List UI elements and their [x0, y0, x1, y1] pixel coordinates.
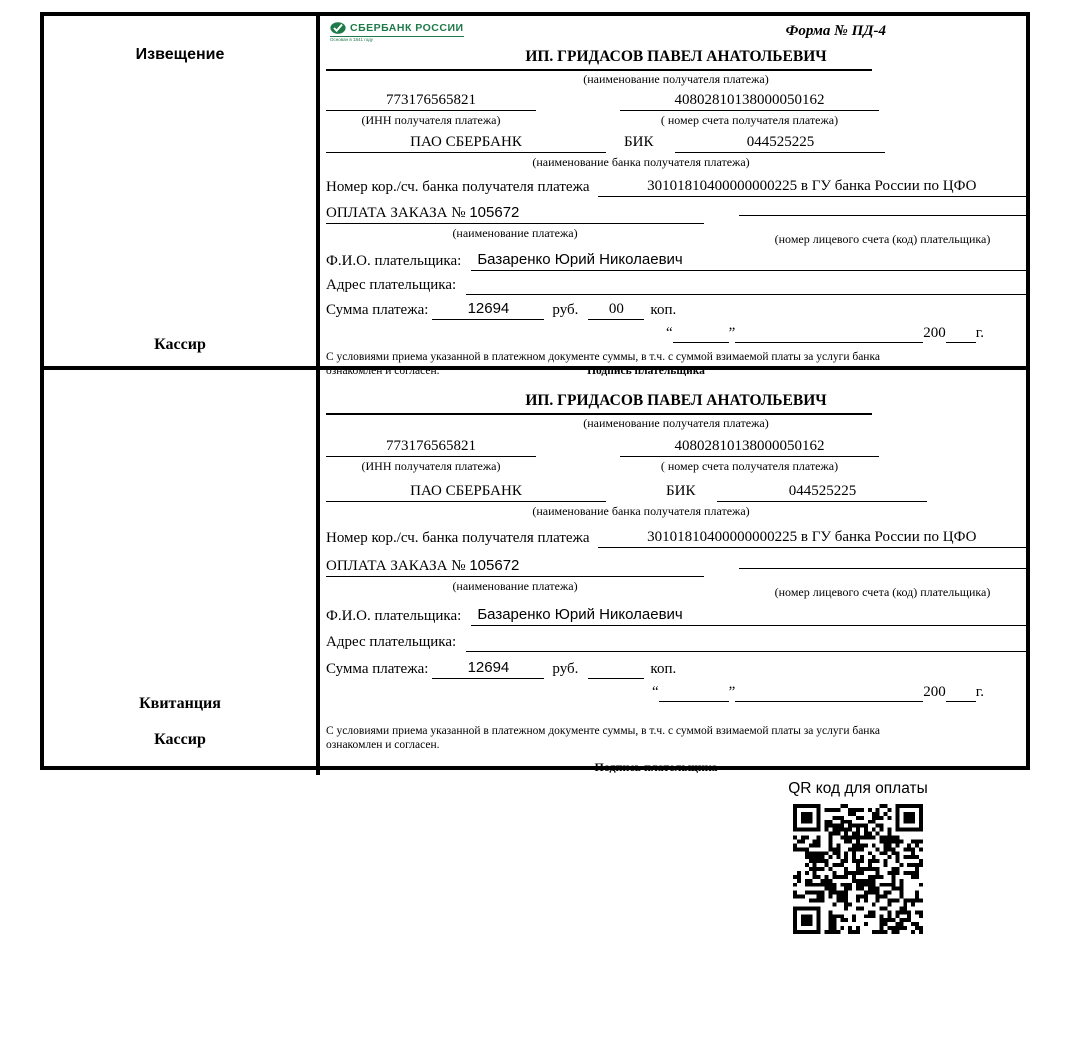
- payer-fio-label: Ф.И.О. плательщика:: [326, 608, 462, 625]
- payee-account-caption: ( номер счета получателя платежа): [660, 112, 839, 127]
- payer-fio-label: Ф.И.О. плательщика:: [326, 253, 462, 270]
- agreement-line1: С условиями приема указанной в платежном документе суммы, в т.ч. с суммой взимаемой платы за услуги банка: [326, 725, 880, 738]
- rub-label: руб.: [552, 302, 579, 319]
- payer-address-blank-line: [466, 293, 1026, 295]
- year-prefix: 200: [923, 325, 946, 342]
- pd4-form: [40, 12, 1030, 775]
- bank-logo-tagline: Основан в 1841 году: [330, 36, 374, 42]
- corr-account-label: Номер кор./сч. банка получателя платежа: [326, 529, 590, 546]
- receipt-stub-cell: [44, 370, 320, 775]
- payer-code-blank-line: [739, 204, 1026, 216]
- receipt-body: [320, 370, 1026, 775]
- payee-account-value: 40802810138000050162: [620, 437, 879, 457]
- form-number: Форма № ПД-4: [785, 23, 886, 39]
- date-month-blank: [735, 700, 923, 702]
- payment-purpose-value: ОПЛАТА ЗАКАЗА № 105672: [326, 204, 704, 224]
- bank-name-value: ПАО СБЕРБАНК: [326, 133, 606, 153]
- agreement-line2: ознакомлен и согласен.: [326, 739, 440, 752]
- signature-label: Подпись плательщика: [594, 760, 718, 775]
- notice-cashier-label: Кассир: [154, 336, 206, 353]
- payer-address-label: Адрес плательщика:: [326, 277, 457, 294]
- kop-label: коп.: [650, 302, 677, 319]
- amount-label: Сумма платежа:: [326, 302, 429, 319]
- date-line: [326, 324, 984, 343]
- amount-kop-value: [588, 677, 644, 679]
- payment-purpose-value: ОПЛАТА ЗАКАЗА № 105672: [326, 557, 704, 577]
- corr-account-value: 30101810400000000225 в ГУ банка России по ЦФО: [598, 177, 1026, 197]
- payment-name-caption: (наименование платежа): [452, 225, 578, 240]
- order-number: 105672: [469, 556, 520, 574]
- year-suffix: г.: [975, 684, 984, 701]
- date-year-blank: [946, 700, 976, 702]
- bank-name-caption: (наименование банка получателя платежа): [532, 155, 750, 170]
- payment-name-caption: (наименование платежа): [452, 578, 578, 593]
- signature-label: Подпись плательщика: [587, 365, 705, 378]
- date-day-blank: [673, 341, 729, 343]
- amount-kop-value: 00: [588, 300, 644, 320]
- payee-title: ИП. ГРИДАСОВ ПАВЕЛ АНАТОЛЬЕВИЧ: [525, 48, 827, 65]
- payee-inn-caption: (ИНН получателя платежа): [361, 458, 501, 473]
- sberbank-logo: [330, 22, 464, 42]
- rub-label: руб.: [552, 661, 579, 678]
- corr-account-value: 30101810400000000225 в ГУ банка России по ЦФО: [598, 528, 1026, 548]
- payer-address-blank-line: [466, 650, 1026, 652]
- payee-name-caption: (наименование получателя платежа): [583, 71, 769, 86]
- kop-label: коп.: [650, 661, 677, 678]
- qr-payment-block: [783, 780, 933, 934]
- agreement-line2: ознакомлен и согласен.: [326, 365, 440, 378]
- quote-open: “: [651, 684, 659, 701]
- payee-inn-value: 773176565821: [326, 91, 536, 111]
- notice-stub-label: Извещение: [135, 46, 225, 63]
- payer-code-caption: (номер лицевого счета (код) плательщика): [774, 584, 991, 599]
- quote-open: “: [665, 325, 673, 342]
- receipt-stub-label: Квитанция: [139, 694, 221, 712]
- order-number: 105672: [469, 203, 520, 221]
- amount-label: Сумма платежа:: [326, 661, 429, 678]
- quote-close: ”: [728, 684, 736, 701]
- payee-inn-value: 773176565821: [326, 437, 536, 457]
- payee-title-underline: [326, 413, 872, 415]
- receipt-cashier-label: Кассир: [154, 730, 206, 748]
- payer-code-blank-line: [739, 557, 1026, 569]
- sberbank-logo-icon: [330, 22, 346, 34]
- payee-inn-caption: (ИНН получателя платежа): [361, 112, 501, 127]
- payee-title-underline: [326, 69, 872, 71]
- bank-logo-name: СБЕРБАНК РОССИИ: [350, 22, 464, 34]
- quote-close: ”: [728, 325, 736, 342]
- payer-fio-value: Базаренко Юрий Николаевич: [471, 251, 1026, 271]
- date-month-blank: [735, 341, 923, 343]
- bank-name-value: ПАО СБЕРБАНК: [326, 482, 606, 502]
- date-year-blank: [946, 341, 976, 343]
- bik-value: 044525225: [675, 133, 885, 153]
- payer-fio-value: Базаренко Юрий Николаевич: [471, 606, 1026, 626]
- amount-rub-value: 12694: [432, 300, 544, 320]
- payer-code-caption: (номер лицевого счета (код) плательщика): [774, 231, 991, 246]
- notice-stub-cell: [44, 16, 320, 370]
- qr-code: [793, 804, 923, 934]
- payee-name-caption: (наименование получателя платежа): [583, 415, 769, 430]
- bik-label: БИК: [624, 134, 654, 151]
- bik-label: БИК: [666, 483, 696, 500]
- payee-account-value: 40802810138000050162: [620, 91, 879, 111]
- year-prefix: 200: [923, 684, 946, 701]
- bank-name-caption: (наименование банка получателя платежа): [532, 504, 750, 519]
- year-suffix: г.: [975, 325, 984, 342]
- payee-title: ИП. ГРИДАСОВ ПАВЕЛ АНАТОЛЬЕВИЧ: [525, 392, 827, 409]
- amount-rub-value: 12694: [432, 659, 544, 679]
- date-day-blank: [659, 700, 729, 702]
- payer-address-label: Адрес плательщика:: [326, 634, 457, 651]
- date-line: [326, 683, 984, 702]
- qr-caption: QR код для оплаты: [788, 780, 928, 797]
- agreement-line1: С условиями приема указанной в платежном документе суммы, в т.ч. с суммой взимаемой платы за услуги банка: [326, 351, 880, 364]
- corr-account-label: Номер кор./сч. банка получателя платежа: [326, 178, 590, 195]
- bik-value: 044525225: [717, 482, 927, 502]
- payee-account-caption: ( номер счета получателя платежа): [660, 458, 839, 473]
- notice-body: [320, 16, 1026, 378]
